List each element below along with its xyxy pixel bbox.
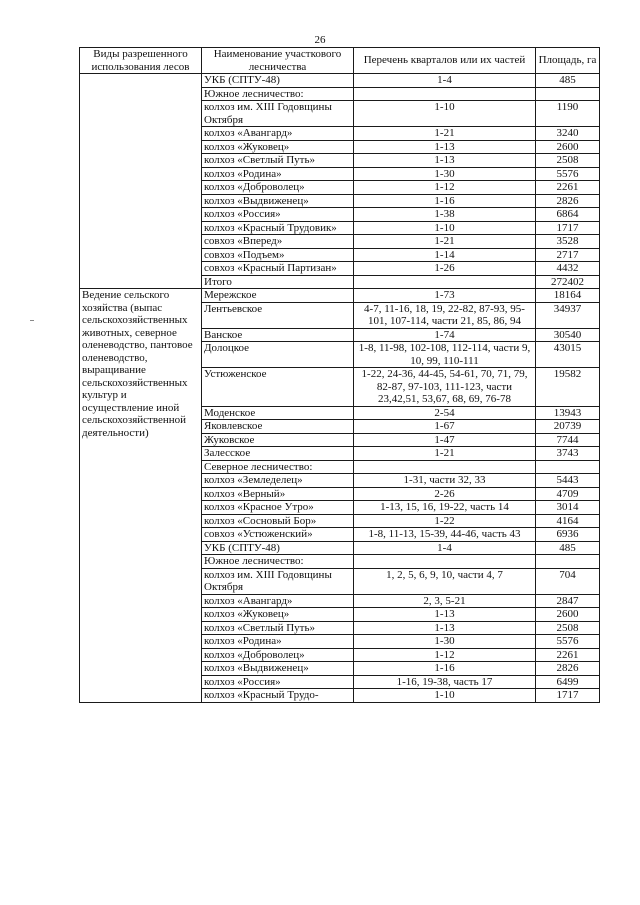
- quarters-cell: 2-54: [354, 406, 536, 420]
- forestry-cell: колхоз «Родина»: [202, 635, 354, 649]
- area-cell: 2826: [536, 662, 600, 676]
- forestry-cell: Ванское: [202, 328, 354, 342]
- quarters-cell: 1-4: [354, 74, 536, 88]
- quarters-cell: 1-38: [354, 208, 536, 222]
- quarters-cell: 1-13: [354, 621, 536, 635]
- area-cell: 18164: [536, 289, 600, 303]
- quarters-cell: 1-13: [354, 140, 536, 154]
- area-cell: 2847: [536, 594, 600, 608]
- area-cell: 3743: [536, 447, 600, 461]
- forestry-cell: совхоз «Вперед»: [202, 235, 354, 249]
- usage-cell: Ведение сельского хозяйства (выпас сельскохозяйственных животных, северное оленеводство, пантовое оленеводство, выращивание сельскохозяйственных культур и осуществление иной сельскохозяйственной деятельности): [80, 289, 202, 703]
- quarters-cell: 1-4: [354, 541, 536, 555]
- quarters-cell: [354, 275, 536, 289]
- quarters-cell: 1-73: [354, 289, 536, 303]
- quarters-cell: 1-67: [354, 420, 536, 434]
- forestry-cell: Южное лесничество:: [202, 555, 354, 569]
- quarters-cell: 1-26: [354, 262, 536, 276]
- forestry-cell: Мережское: [202, 289, 354, 303]
- area-cell: 5576: [536, 635, 600, 649]
- forestry-cell: Яковлевское: [202, 420, 354, 434]
- area-cell: 43015: [536, 342, 600, 368]
- quarters-cell: 1-14: [354, 248, 536, 262]
- quarters-cell: 1-8, 11-98, 102-108, 112-114, части 9, 10, 99, 110-111: [354, 342, 536, 368]
- area-cell: 4432: [536, 262, 600, 276]
- forestry-cell: Долоцкое: [202, 342, 354, 368]
- page-number: 26: [314, 34, 326, 46]
- header-quarters: Перечень кварталов или их частей: [354, 48, 536, 74]
- forestry-cell: Жуковское: [202, 433, 354, 447]
- quarters-cell: 1-22: [354, 514, 536, 528]
- quarters-cell: 1-13: [354, 608, 536, 622]
- quarters-cell: [354, 87, 536, 101]
- quarters-cell: 1-13, 15, 16, 19-22, часть 14: [354, 501, 536, 515]
- forestry-cell: колхоз «Светлый Путь»: [202, 154, 354, 168]
- forestry-cell: колхоз «Жуковец»: [202, 608, 354, 622]
- forestry-cell: колхоз «Авангард»: [202, 594, 354, 608]
- forestry-cell: Итого: [202, 275, 354, 289]
- quarters-cell: 2-26: [354, 487, 536, 501]
- forestry-cell: колхоз «Доброволец»: [202, 181, 354, 195]
- forestry-cell: Залесское: [202, 447, 354, 461]
- area-cell: 2600: [536, 140, 600, 154]
- area-cell: 704: [536, 568, 600, 594]
- area-cell: 4709: [536, 487, 600, 501]
- area-cell: 30540: [536, 328, 600, 342]
- quarters-cell: 1-10: [354, 101, 536, 127]
- forestry-cell: УКБ (СПТУ-48): [202, 541, 354, 555]
- forestry-cell: совхоз «Подъем»: [202, 248, 354, 262]
- quarters-cell: 1-8, 11-13, 15-39, 44-46, часть 43: [354, 528, 536, 542]
- table-row: [80, 74, 600, 88]
- forestry-cell: колхоз «Красное Утро»: [202, 501, 354, 515]
- area-cell: 2508: [536, 621, 600, 635]
- quarters-cell: 1-30: [354, 167, 536, 181]
- area-cell: 2717: [536, 248, 600, 262]
- area-cell: 13943: [536, 406, 600, 420]
- area-cell: 6936: [536, 528, 600, 542]
- quarters-cell: 2, 3, 5-21: [354, 594, 536, 608]
- area-cell: 5443: [536, 474, 600, 488]
- area-cell: 2826: [536, 194, 600, 208]
- forestry-cell: УКБ (СПТУ-48): [202, 74, 354, 88]
- area-cell: 34937: [536, 302, 600, 328]
- forestry-cell: колхоз «Верный»: [202, 487, 354, 501]
- area-cell: 3528: [536, 235, 600, 249]
- forestry-cell: колхоз «Родина»: [202, 167, 354, 181]
- area-cell: 20739: [536, 420, 600, 434]
- quarters-cell: 1-21: [354, 447, 536, 461]
- area-cell: 3014: [536, 501, 600, 515]
- forestry-cell: колхоз «Выдвиженец»: [202, 662, 354, 676]
- quarters-cell: 1-10: [354, 221, 536, 235]
- quarters-cell: 1-22, 24-36, 44-45, 54-61, 70, 71, 79, 82-87, 97-103, 111-123, части 23,42,51, 53,67, 68, 69, 76-78: [354, 368, 536, 407]
- forestry-cell: Лентьевское: [202, 302, 354, 328]
- area-cell: 2261: [536, 648, 600, 662]
- quarters-cell: 1-30: [354, 635, 536, 649]
- area-cell: 4164: [536, 514, 600, 528]
- forestry-cell: колхоз «Авангард»: [202, 127, 354, 141]
- quarters-cell: [354, 460, 536, 474]
- area-cell: 1190: [536, 101, 600, 127]
- quarters-cell: 1-16: [354, 194, 536, 208]
- area-cell: 2600: [536, 608, 600, 622]
- forestry-cell: колхоз «Россия»: [202, 208, 354, 222]
- quarters-cell: 1-47: [354, 433, 536, 447]
- forestry-cell: колхоз «Красный Трудо-: [202, 689, 354, 703]
- area-cell: [536, 555, 600, 569]
- header-usage: Виды разрешенного использования лесов: [80, 48, 202, 74]
- forestry-cell: колхоз им. XIII Годовщины Октября: [202, 568, 354, 594]
- area-cell: 485: [536, 74, 600, 88]
- usage-cell: [80, 74, 202, 289]
- table-body: [80, 74, 600, 703]
- forestry-cell: колхоз «Светлый Путь»: [202, 621, 354, 635]
- forestry-cell: совхоз «Устюженский»: [202, 528, 354, 542]
- forestry-cell: Северное лесничество:: [202, 460, 354, 474]
- header-area: Площадь, га: [536, 48, 600, 74]
- quarters-cell: 1-21: [354, 235, 536, 249]
- table-row: [80, 289, 600, 303]
- area-cell: 7744: [536, 433, 600, 447]
- forestry-cell: Устюженское: [202, 368, 354, 407]
- area-cell: 6499: [536, 675, 600, 689]
- area-cell: 1717: [536, 689, 600, 703]
- area-cell: 2261: [536, 181, 600, 195]
- header-forestry: Наименование участкового лесничества: [202, 48, 354, 74]
- area-cell: 5576: [536, 167, 600, 181]
- quarters-cell: 1-13: [354, 154, 536, 168]
- area-cell: 19582: [536, 368, 600, 407]
- quarters-cell: 1-10: [354, 689, 536, 703]
- area-cell: 6864: [536, 208, 600, 222]
- quarters-cell: 1-16: [354, 662, 536, 676]
- area-cell: [536, 87, 600, 101]
- table-header-row: [80, 48, 600, 74]
- quarters-cell: 1-12: [354, 648, 536, 662]
- quarters-cell: 1-31, части 32, 33: [354, 474, 536, 488]
- forestry-cell: колхоз «Жуковец»: [202, 140, 354, 154]
- area-cell: 2508: [536, 154, 600, 168]
- area-cell: 3240: [536, 127, 600, 141]
- quarters-cell: 1-12: [354, 181, 536, 195]
- quarters-cell: 1-74: [354, 328, 536, 342]
- area-cell: [536, 460, 600, 474]
- forestry-cell: колхоз «Земледелец»: [202, 474, 354, 488]
- forestry-cell: колхоз им. XIII Годовщины Октября: [202, 101, 354, 127]
- area-cell: 485: [536, 541, 600, 555]
- forestry-cell: совхоз «Красный Партизан»: [202, 262, 354, 276]
- quarters-cell: 1-21: [354, 127, 536, 141]
- margin-mark: [30, 320, 34, 321]
- quarters-cell: [354, 555, 536, 569]
- forestry-cell: Южное лесничество:: [202, 87, 354, 101]
- forestry-cell: колхоз «Доброволец»: [202, 648, 354, 662]
- quarters-cell: 4-7, 11-16, 18, 19, 22-82, 87-93, 95-101, 107-114, части 21, 85, 86, 94: [354, 302, 536, 328]
- quarters-cell: 1, 2, 5, 6, 9, 10, части 4, 7: [354, 568, 536, 594]
- forest-usage-table: [79, 47, 600, 703]
- quarters-cell: 1-16, 19-38, часть 17: [354, 675, 536, 689]
- area-cell: 1717: [536, 221, 600, 235]
- forestry-cell: колхоз «Выдвиженец»: [202, 194, 354, 208]
- area-cell: 272402: [536, 275, 600, 289]
- forestry-cell: колхоз «Красный Трудовик»: [202, 221, 354, 235]
- forestry-cell: колхоз «Сосновый Бор»: [202, 514, 354, 528]
- forestry-cell: Моденское: [202, 406, 354, 420]
- forestry-cell: колхоз «Россия»: [202, 675, 354, 689]
